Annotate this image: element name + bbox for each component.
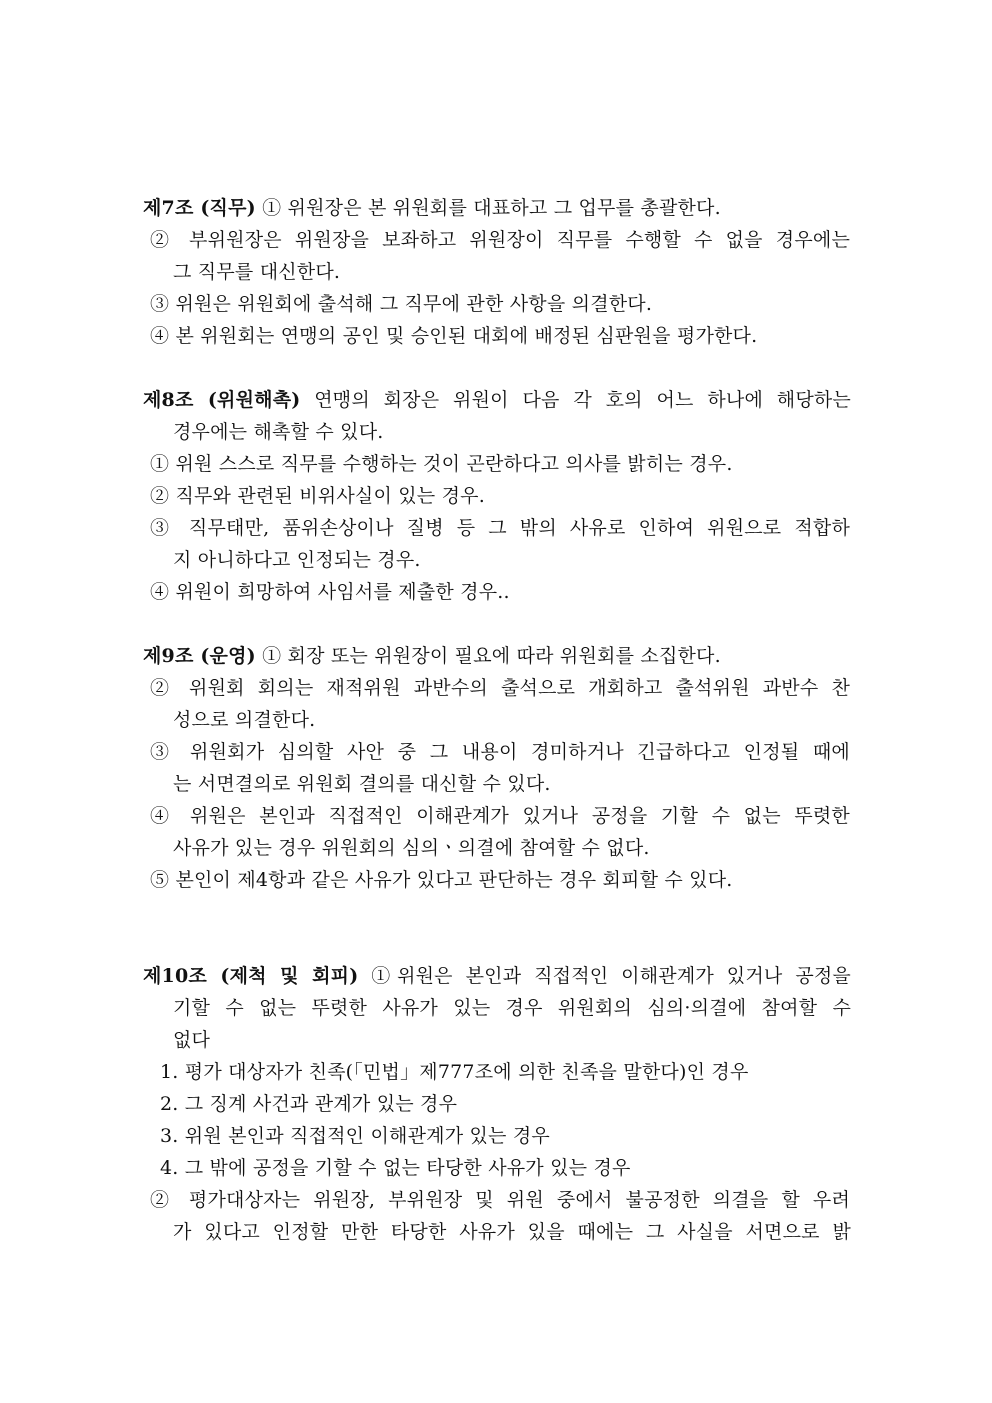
article-9-item-2-text: ② 위원회 회의는 재적위원 과반수의 출석으로 개회하고 출석위원 과반수 찬 [150,677,850,699]
article-10-num-3: 3. 위원 본인과 직접적인 이해관계가 있는 경우 [160,1125,550,1147]
article-9-item-2 [150,675,850,701]
article-10-line-1 [143,963,851,989]
article-9-item-5: ⑤ 본인이 제4항과 같은 사유가 있다고 판단하는 경우 회피할 수 있다. [150,869,733,891]
article-10-text: ①위원은 본인과 직접적인 이해관계가 있거나 공정을 [371,965,851,987]
article-9-item-4 [150,803,850,829]
article-8-title: 제8조 (위원해촉) [143,389,301,411]
article-9-title: 제9조 (운영) [143,645,256,667]
article-8-line-1 [143,387,851,413]
article-10-title: 제10조 (제척 및 회피) [143,965,359,987]
article-8-item-4: ④ 위원이 희망하여 사임서를 제출한 경우.. [150,581,510,603]
article-7-item-2 [150,227,850,253]
article-10-line-3: 없다 [173,1029,211,1051]
article-10-num-1: 1. 평가 대상자가 친족(「민법」제777조에 의한 친족을 말한다)인 경우 [160,1061,749,1083]
article-7-text: ① 위원장은 본 위원회를 대표하고 그 업무를 총괄한다. [262,197,721,219]
article-10-item-2-cont [173,1219,851,1245]
article-9-text: ① 회장 또는 위원장이 필요에 따라 위원회를 소집한다. [262,645,721,667]
article-7-line-1 [143,195,721,221]
article-8-item-3 [150,515,850,541]
article-8-item-2: ② 직무와 관련된 비위사실이 있는 경우. [150,485,485,507]
article-7-item-4: ④ 본 위원회는 연맹의 공인 및 승인된 대회에 배정된 심판원을 평가한다. [150,325,758,347]
article-9-item-4-cont: 사유가 있는 경우 위원회의 심의ㆍ의결에 참여할 수 없다. [173,837,650,859]
article-9-item-3 [150,739,850,765]
article-10-item-2-text: ② 평가대상자는 위원장, 부위원장 및 위원 중에서 불공정한 의결을 할 우려 [150,1189,850,1211]
article-9-line-1 [143,643,721,669]
article-8-text: 연맹의 회장은 위원이 다음 각 호의 어느 하나에 해당하는 [314,389,851,411]
article-9-item-2-cont: 성으로 의결한다. [173,709,316,731]
article-9-item-3-cont: 는 서면결의로 위원회 결의를 대신할 수 있다. [173,773,551,795]
article-8-item-3-text: ③ 직무태만, 품위손상이나 질병 등 그 밖의 사유로 인하여 위원으로 적합하 [150,517,850,539]
article-8-line-1-cont: 경우에는 해촉할 수 있다. [173,421,384,443]
article-10-num-4: 4. 그 밖에 공정을 기할 수 없는 타당한 사유가 있는 경우 [160,1157,631,1179]
article-10-line-2 [173,995,851,1021]
article-7-item-2-cont: 그 직무를 대신한다. [173,261,341,283]
article-7-title: 제7조 (직무) [143,197,256,219]
article-10-line-2-text: 기할 수 없는 뚜렷한 사유가 있는 경우 위원회의 심의·의결에 참여할 수 [173,997,851,1019]
article-8-item-1: ① 위원 스스로 직무를 수행하는 것이 곤란하다고 의사를 밝히는 경우. [150,453,733,475]
article-10-item-2-cont-text: 가 있다고 인정할 만한 타당한 사유가 있을 때에는 그 사실을 서면으로 밝 [173,1221,851,1243]
article-7-item-2-text: ② 부위원장은 위원장을 보좌하고 위원장이 직무를 수행할 수 없을 경우에는 [150,229,850,251]
article-10-num-2: 2. 그 징계 사건과 관계가 있는 경우 [160,1093,458,1115]
article-9-item-3-text: ③ 위원회가 심의할 사안 중 그 내용이 경미하거나 긴급하다고 인정될 때에 [150,741,850,763]
article-10-item-2 [150,1187,850,1213]
article-7-item-3: ③ 위원은 위원회에 출석해 그 직무에 관한 사항을 의결한다. [150,293,653,315]
article-8-item-3-cont: 지 아니하다고 인정되는 경우. [173,549,421,571]
article-9-item-4-text: ④ 위원은 본인과 직접적인 이해관계가 있거나 공정을 기할 수 없는 뚜렷한 [150,805,850,827]
